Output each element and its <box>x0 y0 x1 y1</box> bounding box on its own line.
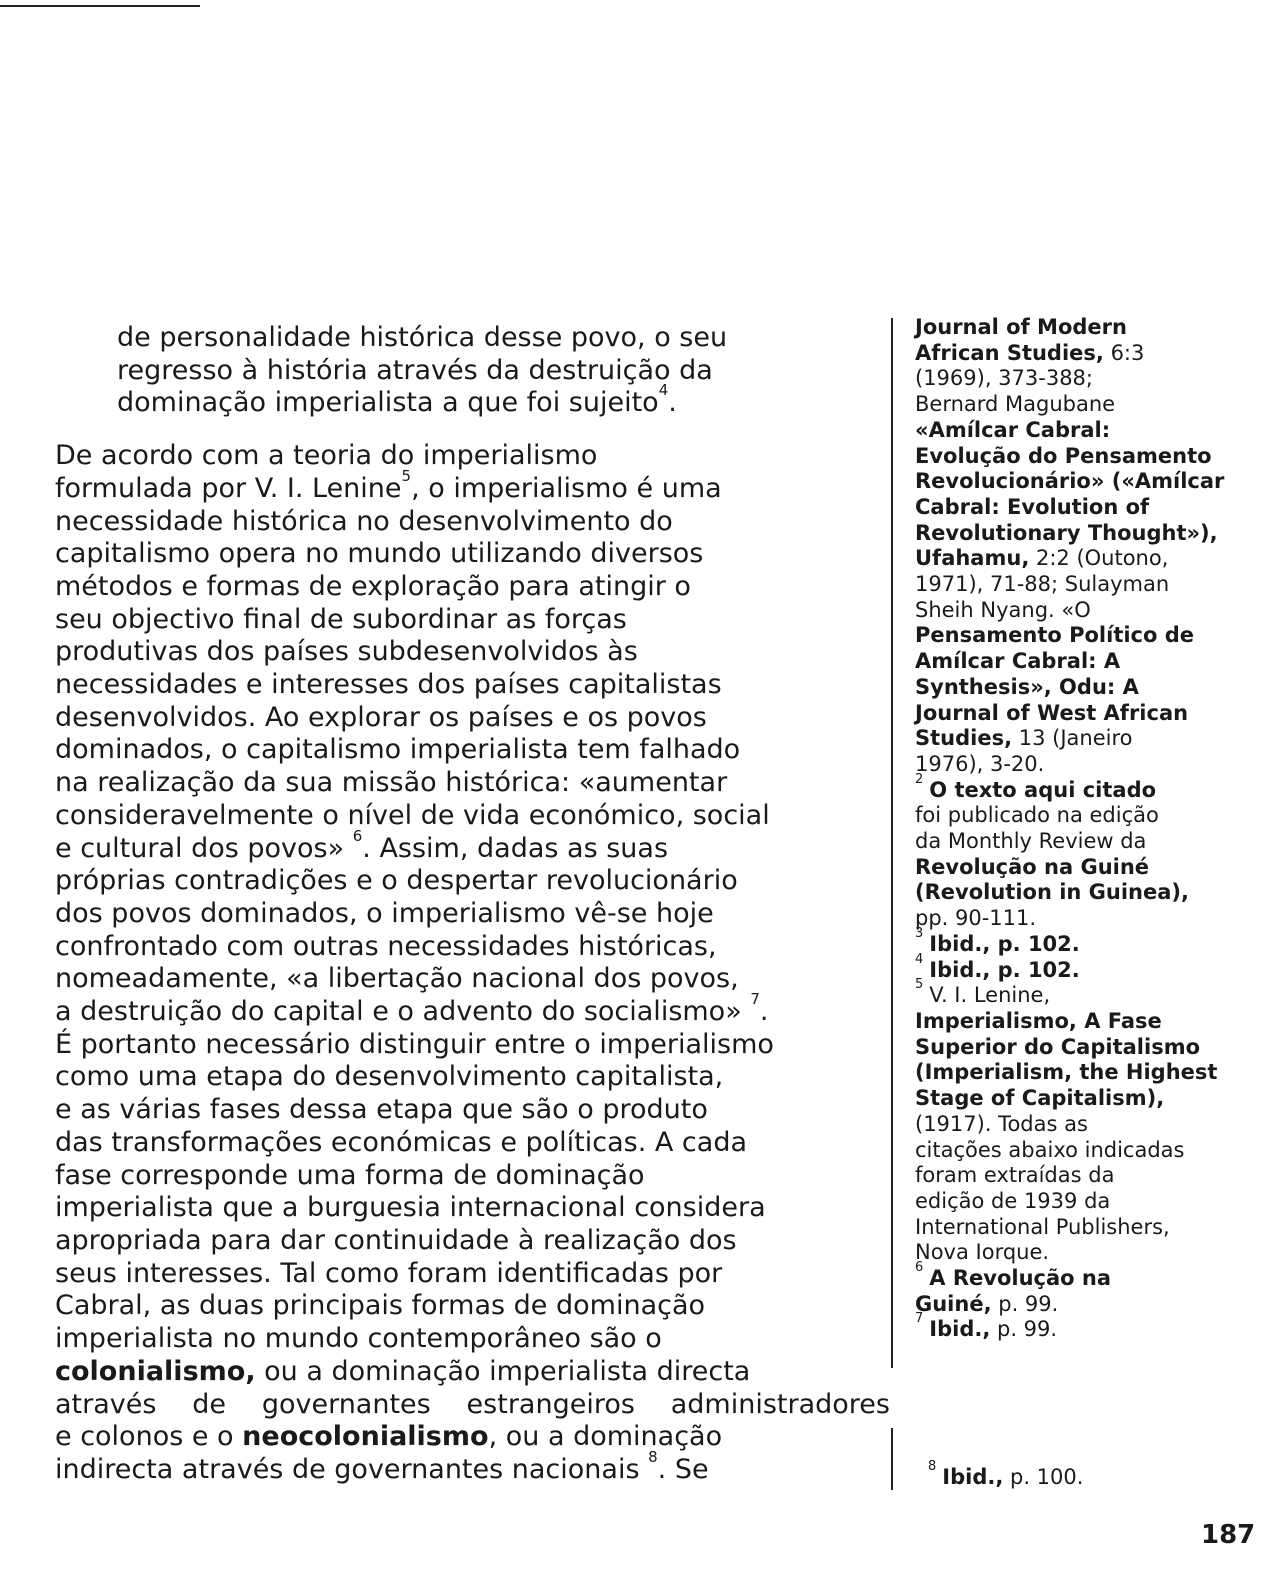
text: 13 (Janeiro <box>1012 726 1133 751</box>
text: , ou a dominação <box>488 1421 723 1453</box>
text-line <box>55 1447 890 1487</box>
quote-line: de personalidade histórica desse povo, o seu <box>117 322 728 353</box>
text-line: fase corresponde uma forma de dominação <box>55 1159 645 1191</box>
text: Ufahamu, <box>915 546 1030 571</box>
text: V. I. Lenine, <box>929 983 1051 1008</box>
note-line <box>915 880 1240 906</box>
text-line: das transformações económicas e políticas. A cada <box>55 1126 748 1158</box>
note-line: Bernard Magubane <box>915 392 1116 417</box>
note-line <box>915 623 1240 649</box>
text: Revolução na Guiné <box>915 854 1150 879</box>
text-line: imperialista no mundo contemporâneo são o <box>55 1323 662 1355</box>
text: Revolucionário» <box>915 469 1105 494</box>
text-line: através de governantes estrangeiros administradores <box>55 1388 890 1420</box>
text: Ibid., <box>929 1317 991 1342</box>
note-line <box>915 977 1240 1009</box>
text: Evolução do Pensamento <box>915 443 1212 468</box>
note-line <box>915 1292 1240 1318</box>
text: Journal of Modern <box>915 315 1127 339</box>
footnote-ref: 5 <box>401 466 412 485</box>
note-line: foram extraídas da <box>915 1163 1115 1188</box>
note-line <box>915 1311 1240 1343</box>
note-number: 3 <box>915 925 924 941</box>
text-line: e as várias fases dessa etapa que são o produto <box>55 1094 708 1126</box>
text-line: seu objectivo final de subordinar as forças <box>55 603 627 635</box>
footnote-ref: 7 <box>750 990 760 1009</box>
text-line: desenvolvidos. Ao explorar os países e os povos <box>55 701 707 733</box>
text: A Revolução na <box>929 1266 1112 1291</box>
text: ou a dominação imperialista directa <box>255 1355 751 1387</box>
text: Imperialismo, A Fase <box>915 1008 1162 1033</box>
note-line <box>915 469 1240 495</box>
text: a destruição do capital e o advento do socialismo» <box>55 996 742 1028</box>
bold-term: neocolonialismo <box>242 1421 489 1453</box>
text: indirecta através de governantes nacionais <box>55 1453 640 1485</box>
text: e cultural dos povos» <box>55 832 345 864</box>
text: . Se <box>657 1453 709 1485</box>
main-text-column <box>55 322 890 1487</box>
text: e colonos e o <box>55 1421 243 1453</box>
column-divider-gap <box>891 1368 895 1428</box>
note-number: 4 <box>915 951 924 967</box>
note-number: 6 <box>915 1260 924 1276</box>
note-line: Sheih Nyang. «O <box>915 597 1091 622</box>
text-line: métodos e formas de exploração para atingir o <box>55 570 691 602</box>
top-rule <box>0 5 200 7</box>
note-line <box>915 546 1240 572</box>
footnote-ref: 6 <box>352 826 363 845</box>
note-line <box>915 675 1240 701</box>
text: African Studies, <box>915 340 1104 365</box>
text: formulada por V. I. Lenine <box>55 472 402 504</box>
text: Ibid., p. 102. <box>929 931 1080 956</box>
text: . <box>759 996 769 1028</box>
note-line: citações abaixo indicadas <box>915 1137 1185 1162</box>
text: Stage of Capitalism), <box>915 1086 1165 1111</box>
text-line <box>55 990 890 1029</box>
note-line: 1976), 3-20. <box>915 751 1045 776</box>
text-line: na realização da sua missão histórica: «aumentar <box>55 767 728 799</box>
text: «Amílcar Cabral: <box>915 417 1111 442</box>
text: p. 99. <box>990 1317 1058 1342</box>
note-line <box>915 649 1240 675</box>
note-line <box>915 418 1240 444</box>
text-line: dos povos dominados, o imperialismo vê-se hoje <box>55 897 714 929</box>
text-line: apropriada para dar continuidade à realização dos <box>55 1224 737 1256</box>
note-line <box>915 341 1240 367</box>
note-number: 2 <box>915 771 924 787</box>
text-line: consideravelmente o nível de vida económico, social <box>55 799 770 831</box>
note-line <box>915 925 1240 958</box>
text: Odu: A <box>1051 674 1139 699</box>
text-line: nomeadamente, «a libertação nacional dos povos, <box>55 963 739 995</box>
page-number: 187 <box>1201 1520 1256 1550</box>
footnote-ref: 4 <box>658 381 669 400</box>
note-line: (1969), 373-388; <box>915 366 1093 391</box>
quote-line: regresso à história através da destruição da <box>117 354 713 386</box>
text-line: É portanto necessário distinguir entre o imperialismo <box>55 1028 774 1060</box>
note-line <box>915 855 1240 881</box>
text: Ibid., p. 102. <box>929 957 1080 982</box>
text: , o imperialismo é uma <box>411 472 722 504</box>
note-line <box>915 1060 1240 1086</box>
text: Cabral: Evolution of <box>915 494 1150 519</box>
text-line: próprias contradições e o despertar revolucionário <box>55 865 738 897</box>
note-line <box>915 495 1240 521</box>
text-line: necessidades e interesses dos países capitalistas <box>55 669 722 701</box>
footnote-ref: 8 <box>648 1447 658 1466</box>
note-number: 5 <box>915 977 924 993</box>
note-line <box>915 771 1240 804</box>
quote-line: dominação imperialista a que foi sujeito$^4$. <box>117 381 677 419</box>
note-line <box>915 951 1240 984</box>
column-divider <box>891 318 893 1490</box>
text: Pensamento Político de <box>915 623 1195 648</box>
text-line: imperialista que a burguesia internacional considera <box>55 1192 766 1224</box>
note-line: International Publishers, <box>915 1214 1170 1239</box>
text: . Assim, dadas as suas <box>362 832 669 864</box>
text: («Amílcar <box>1104 469 1225 494</box>
note-line: 1971), 71-88; Sulayman <box>915 572 1170 597</box>
text: (Revolution in Guinea), <box>915 880 1189 905</box>
text-line: De acordo com a teoria do imperialismo <box>55 440 598 472</box>
note-line: da Monthly Review da <box>915 829 1147 854</box>
text: dominação imperialista a que foi sujeito <box>117 387 659 419</box>
footnotes-column <box>915 315 1240 1343</box>
text-line: seus interesses. Tal como foram identificadas por <box>55 1257 723 1289</box>
note-line: pp. 90-111. <box>915 906 1037 931</box>
note-line <box>915 1086 1240 1112</box>
text: 2:2 (Outono, <box>1029 546 1169 571</box>
text: Guiné, <box>915 1291 992 1316</box>
note-line <box>915 1009 1240 1035</box>
note-number: 8 <box>928 1459 937 1474</box>
text: 6:3 <box>1103 340 1145 365</box>
text-line: confrontado com outras necessidades históricas, <box>55 930 717 962</box>
note-line <box>915 1260 1240 1292</box>
text-line <box>55 826 890 866</box>
text-line: dominados, o capitalismo imperialista tem falhado <box>55 734 741 766</box>
note-line <box>915 1035 1240 1061</box>
note-line <box>915 315 1240 341</box>
bold-term: colonialismo, <box>55 1355 256 1387</box>
text: Superior do Capitalismo <box>915 1034 1200 1059</box>
text-line <box>55 466 890 506</box>
text-line: Cabral, as duas principais formas de dominação <box>55 1290 706 1322</box>
note-number: 7 <box>915 1311 924 1327</box>
text-line: necessidade histórica no desenvolvimento do <box>55 505 673 537</box>
text-line: produtivas dos países subdesenvolvidos às <box>55 636 638 668</box>
footnote-8 <box>928 1459 1084 1489</box>
note-line <box>915 701 1240 727</box>
text: Synthesis», <box>915 674 1052 699</box>
text: O texto aqui citado <box>929 777 1157 802</box>
note-line <box>915 521 1240 547</box>
text: Journal of West African <box>915 700 1189 725</box>
text: Revolutionary Thought»), <box>915 520 1218 545</box>
text-line: como uma etapa do desenvolvimento capitalista, <box>55 1061 724 1093</box>
text-line <box>55 1421 890 1454</box>
text: p. 100. <box>1003 1465 1084 1489</box>
paragraph-gap <box>55 420 890 440</box>
note-line <box>915 444 1240 470</box>
note-line <box>915 726 1240 752</box>
note-line: edição de 1939 da <box>915 1188 1111 1213</box>
note-line: foi publicado na edição <box>915 803 1159 828</box>
text-line <box>55 1356 890 1389</box>
text-line: capitalismo opera no mundo utilizando diversos <box>55 538 704 570</box>
text: Studies, <box>915 726 1013 751</box>
text: (Imperialism, the Highest <box>915 1060 1218 1085</box>
text: Ibid., <box>942 1465 1004 1489</box>
text: Amílcar Cabral: A <box>915 649 1121 674</box>
note-line: (1917). Todas as <box>915 1111 1088 1136</box>
text: p. 99. <box>991 1291 1059 1316</box>
note-line: Nova Iorque. <box>915 1240 1050 1265</box>
